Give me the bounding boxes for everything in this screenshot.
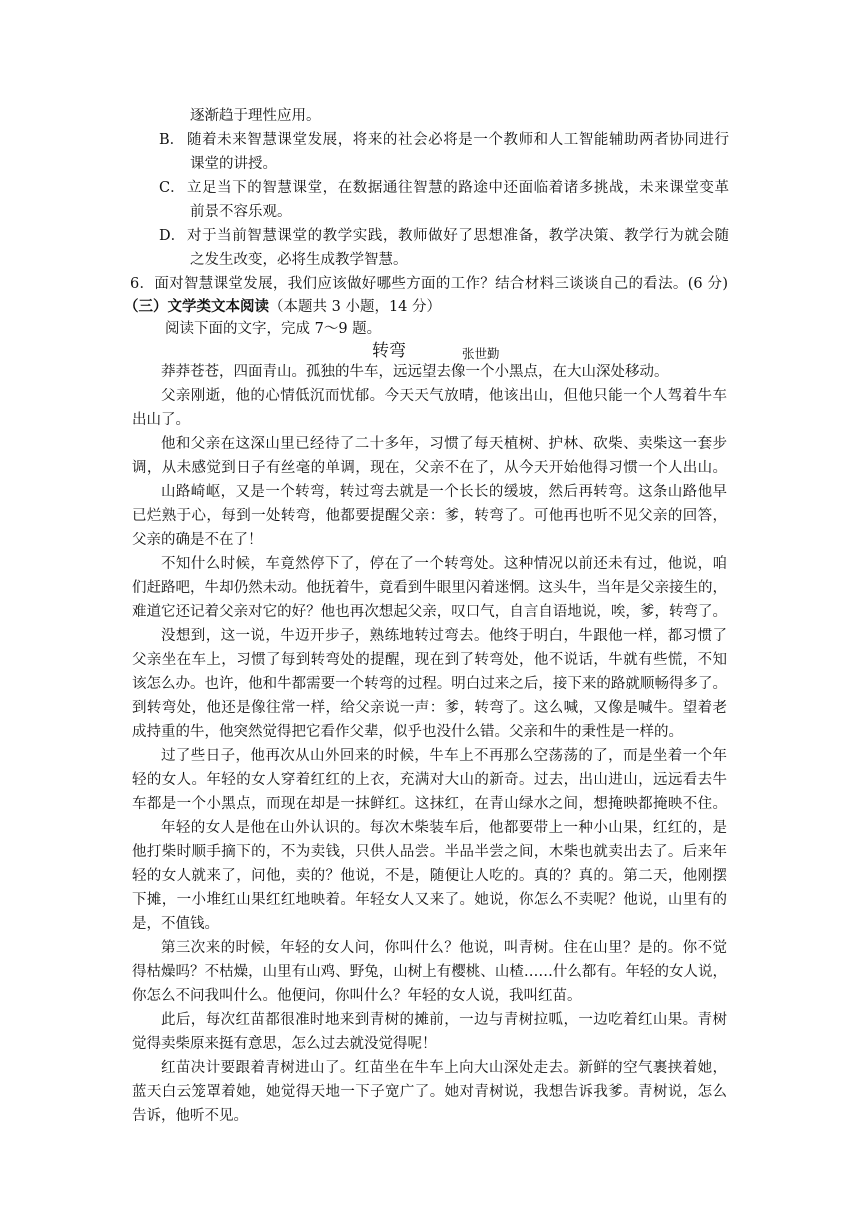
- option-b-line2: 课堂的讲授。: [190, 156, 277, 172]
- option-d-line1: 对于当前智慧课堂的教学实践，教师做好了思想准备，教学决策、教学行为就会随: [187, 228, 729, 244]
- story-title: 转弯: [372, 341, 406, 361]
- story-line: 车都是一个小黑点，而现在却是一抹鲜红。这抹红，在青山绿水之间，想掩映都掩映不住。: [132, 796, 727, 812]
- story-line: 父亲的确是不在了！: [132, 532, 263, 548]
- story-line: 已烂熟于心，每到一处转弯，他都要提醒父亲：爹，转弯了。可他再也听不见父亲的回答，: [132, 508, 727, 524]
- story-line: 他打柴时顺手摘下的，不为卖钱，只供人品尝。半品半尝之间，木柴也就卖出去了。后来年: [132, 844, 727, 860]
- option-d-label: D．: [159, 228, 186, 244]
- option-d-line2: 之发生改变，必将生成教学智慧。: [190, 252, 408, 268]
- story-line: 蓝天白云笼罩着她，她觉得天地一下子宽广了。她对青树说，我想告诉我爹。青树说，怎么: [132, 1084, 727, 1100]
- option-b-line1: 随着未来智慧课堂发展，将来的社会必将是一个教师和人工智能辅助两者协同进行: [187, 132, 729, 148]
- option-a-tail: 逐渐趋于理性应用。: [190, 108, 321, 124]
- option-c-line1: 立足当下的智慧课堂，在数据通往智慧的路途中还面临着诸多挑战，未来课堂变革: [187, 180, 729, 196]
- story-line: 不知什么时候，车竟然停下了，停在了一个转弯处。这种情况以前还未有过，他说，咱: [161, 556, 727, 572]
- story-line: 父亲坐在车上，习惯了每到转弯处的提醒，现在到了转弯处，他不说话，牛就有些慌，不知: [132, 652, 727, 668]
- story-line: 此后，每次红苗都很准时地来到青树的摊前，一边与青树拉呱，一边吃着红山果。青树: [161, 1012, 727, 1028]
- question-6: 6．面对智慧课堂发展，我们应该做好哪些方面的工作？结合材料三谈谈自己的看法。(6 分): [130, 276, 728, 292]
- section-instruction: 阅读下面的文字，完成 7～9 题。: [165, 321, 382, 337]
- section-heading-title: （三）文学类文本阅读: [124, 298, 269, 315]
- story-line: 到转弯处，他还是像往常一样，给父亲说一声：爹，转弯了。这么喊，又像是喊牛。望着老: [132, 700, 727, 716]
- story-line: 你怎么不问我叫什么。他便问，你叫什么？年轻的女人说，我叫红苗。: [132, 988, 582, 1004]
- story-line: 山路崎岖，又是一个转弯，转过弯去就是一个长长的缓坡，然后再转弯。这条山路他早: [161, 484, 727, 500]
- story-line: 调，从未感觉到日子有丝毫的单调，现在，父亲不在了，从今天开始他得习惯一个人出山。: [132, 460, 727, 476]
- story-line: 他和父亲在这深山里已经待了二十多年，习惯了每天植树、护林、砍柴、卖柴这一套步: [161, 436, 727, 452]
- story-line: 第三次来的时候，年轻的女人问，你叫什么？他说，叫青树。住在山里？是的。你不觉: [161, 940, 727, 956]
- story-line: 难道它还记着父亲对它的好？他也再次想起父亲，叹口气，自言自语地说，唉，爹，转弯了。: [132, 604, 727, 620]
- story-line: 该怎么办。也许，他和牛都需要一个转弯的过程。明白过来之后，接下来的路就顺畅得多了。: [132, 676, 727, 692]
- story-line: 得枯燥吗？不枯燥，山里有山鸡、野兔，山树上有樱桃、山楂……什么都有。年轻的女人说，: [132, 964, 727, 980]
- option-c-label: C．: [159, 180, 185, 196]
- section-heading: [124, 297, 441, 317]
- story-line: 出山了。: [132, 412, 190, 428]
- story-line: 轻的女人。年轻的女人穿着红红的上衣，充满对大山的新奇。过去，出山进山，远远看去牛: [132, 772, 727, 788]
- story-line: 告诉，他听不见。: [132, 1108, 248, 1124]
- option-c-line2: 前景不容乐观。: [190, 204, 292, 220]
- story-line: 们赶路吧，牛却仍然未动。他抚着牛，竟看到牛眼里闪着迷惘。这头牛，当年是父亲接生的，: [132, 580, 727, 596]
- story-line: 红苗决计要跟着青树进山了。红苗坐在牛车上向大山深处走去。新鲜的空气裹挟着她，: [161, 1060, 727, 1076]
- story-author: 张世勤: [462, 346, 500, 361]
- story-line: 下摊，一小堆红山果红红地映着。年轻女人又来了。她说，你怎么不卖呢？他说，山里有的: [132, 892, 727, 908]
- story-line: 父亲刚逝，他的心情低沉而忧郁。今天天气放晴，他该出山，但他只能一个人驾着牛车: [161, 388, 727, 404]
- story-line: 年轻的女人是他在山外认识的。每次木柴装车后，他都要带上一种小山果，红红的，是: [161, 820, 727, 836]
- option-b-label: B．: [159, 132, 185, 148]
- story-line: 莽莽苍苍，四面青山。孤独的牛车，远远望去像一个小黑点，在大山深处移动。: [161, 364, 669, 380]
- story-line: 成持重的牛，他突然觉得把它看作父辈，似乎也没什么错。父亲和牛的秉性是一样的。: [132, 724, 683, 740]
- story-line: 没想到，这一说，牛迈开步子，熟练地转过弯去。他终于明白，牛跟他一样，都习惯了: [161, 628, 727, 644]
- section-heading-note: （本题共 3 小题，14 分）: [269, 299, 442, 315]
- story-line: 觉得卖柴原来挺有意思，怎么过去就没觉得呢！: [132, 1036, 437, 1052]
- story-line: 轻的女人就来了，问他，卖的？他说，不是，随便让人吃的。真的？真的。第二天，他刚摆: [132, 868, 727, 884]
- story-line: 过了些日子，他再次从山外回来的时候，牛车上不再那么空荡荡的了，而是坐着一个年: [161, 748, 727, 764]
- story-line: 是，不值钱。: [132, 916, 219, 932]
